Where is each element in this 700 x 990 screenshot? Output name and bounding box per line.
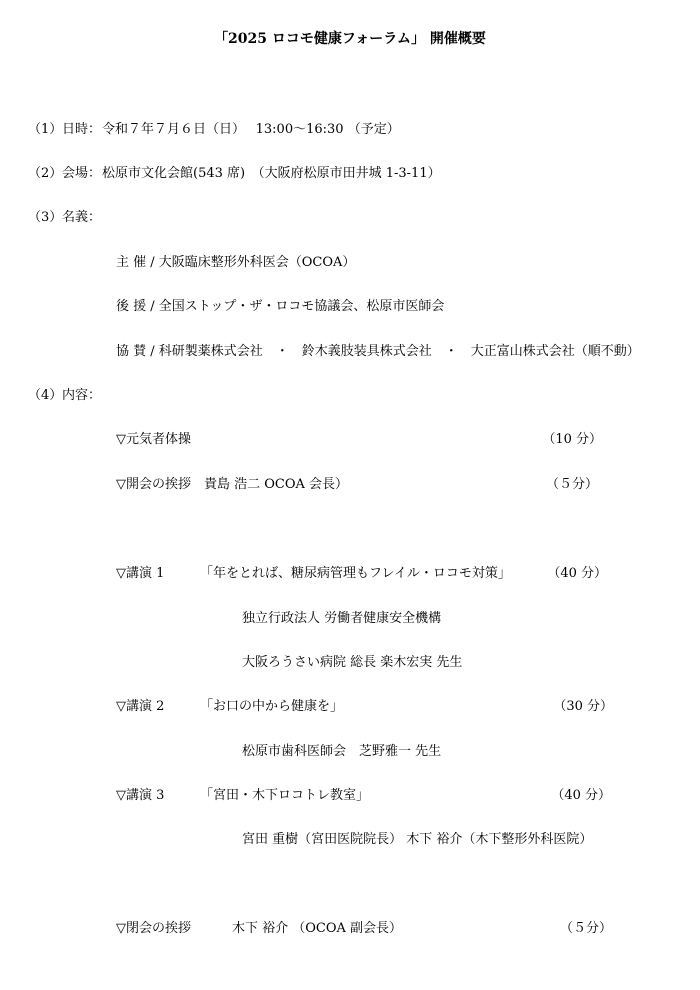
lecture3-duration: （40 分） [551,788,611,803]
sponsor-line: 協 賛 / 科研製薬株式会社 ・ 鈴木義肢装具株式会社 ・ 大正富山株式会社（順不動） [116,344,640,359]
date-label: 日時： [62,122,102,137]
lecture2-speaker: 松原市歯科医師会 芝野雅一 先生 [242,744,442,759]
section-number-venue: （2） [28,166,63,181]
lecture2-title: 「お口の中から健康を」 [200,699,344,714]
lecture3-label: ▽講演 3 [116,788,165,803]
lecture3-title: 「宮田・木下ロコトレ教室」 [200,788,370,803]
opening-item: ▽開会の挨拶 貴島 浩二 OCOA 会長） [116,477,349,492]
page-title: 「2025 ロコモ健康フォーラム」 開催概要 [214,31,486,47]
lecture1-speaker-org: 独立行政法人 労働者健康安全機構 [242,611,442,626]
exercise-duration: （10 分） [542,432,602,447]
section-number-names: （3） [28,210,63,225]
lecture1-label: ▽講演 1 [116,566,165,581]
lecture1-duration: （40 分） [547,566,607,581]
lecture3-speakers: 宮田 重樹（宮田医院院長） 木下 裕介（木下整形外科医院） [242,832,593,847]
lecture2-duration: （30 分） [553,699,613,714]
closing-speaker: 木下 裕介 （OCOA 副会長） [232,921,403,936]
section-number-date: （1） [28,122,63,137]
venue-label: 会場： [62,166,102,181]
section-number-content: （4） [28,388,63,403]
exercise-item: ▽元気者体操 [116,432,191,447]
date-value: 令和７年７月６日（日） 13:00～16:30 （予定） [102,122,400,137]
closing-item: ▽閉会の挨拶 [116,921,191,936]
opening-duration: （５分） [545,477,598,492]
support-line: 後 援 / 全国ストップ・ザ・ロコモ協議会、松原市医師会 [116,299,445,314]
lecture2-label: ▽講演 2 [116,699,165,714]
lecture1-speaker: 大阪ろうさい病院 総長 楽木宏実 先生 [242,655,463,670]
closing-duration: （５分） [559,921,612,936]
content-label: 内容： [62,388,102,403]
lecture1-title: 「年をとれば、糖尿病管理もフレイル・ロコモ対策」 [200,566,511,581]
host-line: 主 催 / 大阪臨床整形外科医会（OCOA） [116,255,356,270]
venue-value: 松原市文化会館(543 席) （大阪府松原市田井城 1-3-11） [102,166,441,181]
names-label: 名義： [62,210,102,225]
